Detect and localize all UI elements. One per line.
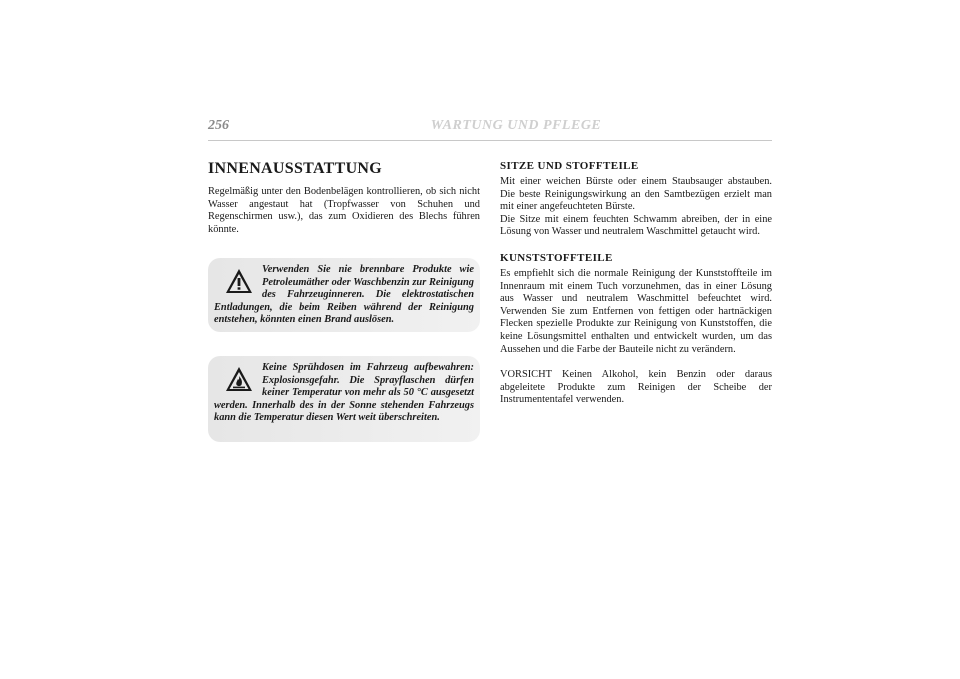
left-column	[208, 160, 480, 236]
page-header	[208, 118, 772, 148]
interior-intro: Regelmäßig unter den Bodenbelägen kontrollieren, ob sich nicht Wasser angestaut hat (Tropfwasser von Schuhen und Regenschirmen usw.), das zum Oxidieren des Blechs führen könnte.	[208, 186, 480, 235]
warning-box-spray	[208, 356, 480, 442]
header-divider	[208, 140, 772, 141]
warning-text-spray: Keine Sprühdosen im Fahrzeug aufbewahren: Explosionsgefahr. Die Sprayflaschen dürfen keiner Temperatur von mehr als 50 °C ausgesetzt werden. Innerhalb des in der Sonne stehenden Fahrzeugs kann die Temperatur diesen Wert weit überschreiten.	[214, 362, 474, 424]
warning-box-flammable	[208, 258, 480, 332]
warning-text-flammable: Verwenden Sie nie brennbare Produkte wie Petroleumäther oder Waschbenzin zur Reinigung des Fahrzeuginneren. Die elektrostatischen Entladungen, die beim Reiben während der Reinigung entstehen, könnten einen Brand auslösen.	[214, 264, 474, 326]
plastic-heading: KUNSTSTOFFTEILE	[500, 251, 613, 264]
warning-triangle-icon	[224, 264, 254, 298]
seats-paragraph-2: Die Sitze mit einem feuchten Schwamm abreiben, der in eine Lösung von Wasser und neutralem Waschmittel getaucht wird.	[500, 213, 772, 238]
right-column	[500, 160, 772, 407]
caution-paragraph: VORSICHT Keinen Alkohol, kein Benzin oder daraus abgeleitete Produkte zum Reinigen der Scheibe der Instrumententafel verwenden.	[500, 369, 772, 406]
interior-heading: INNENAUSSTATTUNG	[208, 160, 383, 177]
seats-paragraph-1: Mit einer weichen Bürste oder einem Staubsauger abstauben. Die beste Reinigungswirkung an den Samtbezügen erzielt man mit einer angefeuchteten Bürste.	[500, 176, 772, 213]
page-number: 256	[208, 118, 229, 133]
section-title: WARTUNG UND PFLEGE	[430, 118, 602, 133]
plastic-paragraph-1: Es empfiehlt sich die normale Reinigung der Kunststoffteile im Innenraum mit einem Tuch vorzunehmen, das in einer Lösung aus Wasser und neutralem Waschmittel befeuchtet wird. Verwenden Sie zum Entfernen von fettigen oder hartnäckigen Flecken spezielle Produkte zur Reinigung von Kunststoffen, die keine Lösungsmittel enthalten und entwickelt wurden, um das Aussehen und die Farbe der Bauteile nicht zu verändern.	[500, 267, 772, 355]
seats-heading: SITZE UND STOFFTEILE	[500, 160, 639, 172]
fire-hazard-icon	[224, 362, 254, 396]
